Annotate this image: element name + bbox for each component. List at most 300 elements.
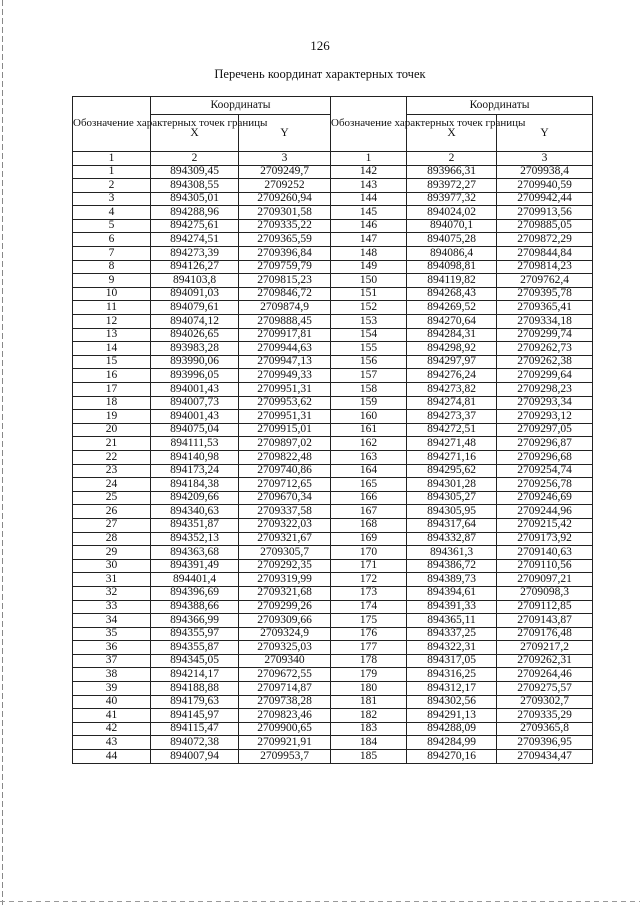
x-coordinate: 894001,43 <box>151 383 239 397</box>
table-row <box>73 736 593 750</box>
x-coordinate: 894352,13 <box>151 532 239 546</box>
point-id: 28 <box>73 532 151 546</box>
x-coordinate: 894332,87 <box>407 532 497 546</box>
point-id: 157 <box>331 369 407 383</box>
column-number: 2 <box>151 152 239 166</box>
y-header-left: Y <box>239 115 331 152</box>
x-coordinate: 894275,61 <box>151 219 239 233</box>
y-coordinate: 2709217,2 <box>497 641 593 655</box>
x-coordinate: 893977,32 <box>407 192 497 206</box>
y-coordinate: 2709846,72 <box>239 287 331 301</box>
point-id: 150 <box>331 274 407 288</box>
x-coordinate: 894074,12 <box>151 315 239 329</box>
x-coordinate: 893966,31 <box>407 165 497 179</box>
table-row <box>73 165 593 179</box>
table-row <box>73 328 593 342</box>
point-id: 142 <box>331 165 407 179</box>
point-id: 3 <box>73 192 151 206</box>
point-id: 185 <box>331 750 407 764</box>
y-coordinate: 2709299,74 <box>497 328 593 342</box>
y-coordinate: 2709949,33 <box>239 369 331 383</box>
point-id: 38 <box>73 668 151 682</box>
point-id: 13 <box>73 328 151 342</box>
coordinates-header-right: Координаты <box>407 97 593 115</box>
y-coordinate: 2709298,23 <box>497 383 593 397</box>
x-coordinate: 894268,43 <box>407 287 497 301</box>
point-id: 174 <box>331 600 407 614</box>
x-coordinate: 894298,92 <box>407 342 497 356</box>
x-coordinate: 894276,24 <box>407 369 497 383</box>
x-coordinate: 894305,01 <box>151 192 239 206</box>
table-row <box>73 450 593 464</box>
y-coordinate: 2709264,46 <box>497 668 593 682</box>
y-coordinate: 2709762,4 <box>497 274 593 288</box>
table-row <box>73 206 593 220</box>
table-row <box>73 464 593 478</box>
x-coordinate: 894363,68 <box>151 546 239 560</box>
point-id: 33 <box>73 600 151 614</box>
designation-header-left: Обозначение характерных точек границы <box>73 97 151 152</box>
point-id: 14 <box>73 342 151 356</box>
y-coordinate: 2709913,56 <box>497 206 593 220</box>
point-id: 31 <box>73 573 151 587</box>
point-id: 19 <box>73 410 151 424</box>
point-id: 22 <box>73 450 151 464</box>
point-id: 9 <box>73 274 151 288</box>
x-coordinate: 893972,27 <box>407 179 497 193</box>
y-coordinate: 2709953,62 <box>239 396 331 410</box>
x-coordinate: 894026,65 <box>151 328 239 342</box>
point-id: 30 <box>73 559 151 573</box>
y-coordinate: 2709917,81 <box>239 328 331 342</box>
point-id: 143 <box>331 179 407 193</box>
x-coordinate: 894184,38 <box>151 478 239 492</box>
y-coordinate: 2709319,99 <box>239 573 331 587</box>
x-coordinate: 894188,88 <box>151 682 239 696</box>
y-coordinate: 2709953,7 <box>239 750 331 764</box>
y-coordinate: 2709176,48 <box>497 627 593 641</box>
y-coordinate: 2709334,18 <box>497 315 593 329</box>
y-coordinate: 2709670,34 <box>239 491 331 505</box>
x-coordinate: 894079,61 <box>151 301 239 315</box>
y-coordinate: 2709215,42 <box>497 518 593 532</box>
x-coordinate: 894214,17 <box>151 668 239 682</box>
point-id: 35 <box>73 627 151 641</box>
x-coordinate: 894391,33 <box>407 600 497 614</box>
table-row <box>73 722 593 736</box>
x-coordinate: 894316,25 <box>407 668 497 682</box>
x-coordinate: 894271,48 <box>407 437 497 451</box>
y-coordinate: 2709256,78 <box>497 478 593 492</box>
page-number: 126 <box>310 38 330 53</box>
point-id: 154 <box>331 328 407 342</box>
point-id: 156 <box>331 355 407 369</box>
x-coordinate: 894386,72 <box>407 559 497 573</box>
y-coordinate: 2709309,66 <box>239 614 331 628</box>
x-coordinate: 894075,28 <box>407 233 497 247</box>
point-id: 42 <box>73 722 151 736</box>
y-coordinate: 2709738,28 <box>239 695 331 709</box>
point-id: 5 <box>73 219 151 233</box>
x-coordinate: 894288,09 <box>407 722 497 736</box>
x-coordinate: 894274,51 <box>151 233 239 247</box>
table-row <box>73 573 593 587</box>
x-coordinate: 894086,4 <box>407 247 497 261</box>
y-coordinate: 2709815,23 <box>239 274 331 288</box>
table-row <box>73 627 593 641</box>
x-coordinate: 894345,05 <box>151 654 239 668</box>
table-row <box>73 614 593 628</box>
y-coordinate: 2709302,7 <box>497 695 593 709</box>
coordinates-table <box>72 96 593 764</box>
y-coordinate: 2709395,78 <box>497 287 593 301</box>
table-row <box>73 423 593 437</box>
x-coordinate: 894007,94 <box>151 750 239 764</box>
y-coordinate: 2709143,87 <box>497 614 593 628</box>
x-coordinate: 894355,97 <box>151 627 239 641</box>
x-coordinate: 894337,25 <box>407 627 497 641</box>
point-id: 173 <box>331 586 407 600</box>
point-id: 8 <box>73 260 151 274</box>
point-id: 148 <box>331 247 407 261</box>
point-id: 165 <box>331 478 407 492</box>
x-coordinate: 894309,45 <box>151 165 239 179</box>
table-row <box>73 750 593 764</box>
point-id: 158 <box>331 383 407 397</box>
y-coordinate: 2709275,57 <box>497 682 593 696</box>
x-coordinate: 894007,73 <box>151 396 239 410</box>
y-coordinate: 2709262,38 <box>497 355 593 369</box>
x-coordinate: 894291,13 <box>407 709 497 723</box>
table-row <box>73 179 593 193</box>
table-row <box>73 478 593 492</box>
point-id: 182 <box>331 709 407 723</box>
x-coordinate: 894322,31 <box>407 641 497 655</box>
table-row <box>73 260 593 274</box>
y-coordinate: 2709915,01 <box>239 423 331 437</box>
table-row <box>73 301 593 315</box>
y-coordinate: 2709365,8 <box>497 722 593 736</box>
table-row <box>73 654 593 668</box>
y-coordinate: 2709293,34 <box>497 396 593 410</box>
table-row <box>73 355 593 369</box>
scan-edge-left <box>2 0 3 905</box>
y-coordinate: 2709714,87 <box>239 682 331 696</box>
point-id: 170 <box>331 546 407 560</box>
x-coordinate: 894394,61 <box>407 586 497 600</box>
table-row <box>73 192 593 206</box>
y-header-right: Y <box>497 115 593 152</box>
point-id: 160 <box>331 410 407 424</box>
x-coordinate: 894317,05 <box>407 654 497 668</box>
y-coordinate: 2709321,67 <box>239 532 331 546</box>
y-coordinate: 2709885,05 <box>497 219 593 233</box>
x-coordinate: 894284,99 <box>407 736 497 750</box>
y-coordinate: 2709822,48 <box>239 450 331 464</box>
point-id: 155 <box>331 342 407 356</box>
x-coordinate: 894308,55 <box>151 179 239 193</box>
y-coordinate: 2709140,63 <box>497 546 593 560</box>
table-row <box>73 559 593 573</box>
y-coordinate: 2709260,94 <box>239 192 331 206</box>
page-title: Перечень координат характерных точек <box>214 67 426 81</box>
y-coordinate: 2709246,69 <box>497 491 593 505</box>
table-row <box>73 287 593 301</box>
y-coordinate: 2709740,86 <box>239 464 331 478</box>
x-coordinate: 894302,56 <box>407 695 497 709</box>
table-row <box>73 532 593 546</box>
y-coordinate: 2709335,22 <box>239 219 331 233</box>
y-coordinate: 2709301,58 <box>239 206 331 220</box>
point-id: 179 <box>331 668 407 682</box>
point-id: 12 <box>73 315 151 329</box>
point-id: 159 <box>331 396 407 410</box>
table-row <box>73 396 593 410</box>
x-coordinate: 894209,66 <box>151 491 239 505</box>
x-coordinate: 894396,69 <box>151 586 239 600</box>
y-coordinate: 2709921,91 <box>239 736 331 750</box>
point-id: 181 <box>331 695 407 709</box>
x-coordinate: 894351,87 <box>151 518 239 532</box>
point-id: 153 <box>331 315 407 329</box>
table-row <box>73 274 593 288</box>
x-coordinate: 894273,82 <box>407 383 497 397</box>
x-coordinate: 894273,39 <box>151 247 239 261</box>
x-coordinate: 894273,37 <box>407 410 497 424</box>
point-id: 175 <box>331 614 407 628</box>
x-coordinate: 894401,4 <box>151 573 239 587</box>
point-id: 16 <box>73 369 151 383</box>
x-coordinate: 894072,38 <box>151 736 239 750</box>
point-id: 25 <box>73 491 151 505</box>
point-id: 21 <box>73 437 151 451</box>
column-number: 3 <box>497 152 593 166</box>
x-coordinate: 894274,81 <box>407 396 497 410</box>
y-coordinate: 2709942,44 <box>497 192 593 206</box>
y-coordinate: 2709396,84 <box>239 247 331 261</box>
y-coordinate: 2709938,4 <box>497 165 593 179</box>
point-id: 178 <box>331 654 407 668</box>
table-row <box>73 233 593 247</box>
point-id: 167 <box>331 505 407 519</box>
y-coordinate: 2709244,96 <box>497 505 593 519</box>
x-coordinate: 894389,73 <box>407 573 497 587</box>
x-coordinate: 894098,81 <box>407 260 497 274</box>
y-coordinate: 2709112,85 <box>497 600 593 614</box>
y-coordinate: 2709434,47 <box>497 750 593 764</box>
x-coordinate: 894075,04 <box>151 423 239 437</box>
column-number: 1 <box>73 152 151 166</box>
x-coordinate: 894391,49 <box>151 559 239 573</box>
x-coordinate: 894103,8 <box>151 274 239 288</box>
x-coordinate: 894297,97 <box>407 355 497 369</box>
point-id: 2 <box>73 179 151 193</box>
y-coordinate: 2709325,03 <box>239 641 331 655</box>
x-coordinate: 894091,03 <box>151 287 239 301</box>
x-coordinate: 894179,63 <box>151 695 239 709</box>
x-coordinate: 894366,99 <box>151 614 239 628</box>
table-row <box>73 518 593 532</box>
x-coordinate: 894388,66 <box>151 600 239 614</box>
point-id: 144 <box>331 192 407 206</box>
y-coordinate: 2709951,31 <box>239 383 331 397</box>
point-id: 23 <box>73 464 151 478</box>
point-id: 26 <box>73 505 151 519</box>
y-coordinate: 2709322,03 <box>239 518 331 532</box>
point-id: 166 <box>331 491 407 505</box>
y-coordinate: 2709672,55 <box>239 668 331 682</box>
point-id: 180 <box>331 682 407 696</box>
x-coordinate: 894111,53 <box>151 437 239 451</box>
point-id: 183 <box>331 722 407 736</box>
table-row <box>73 505 593 519</box>
point-id: 164 <box>331 464 407 478</box>
x-coordinate: 894305,95 <box>407 505 497 519</box>
y-coordinate: 2709254,74 <box>497 464 593 478</box>
x-coordinate: 894272,51 <box>407 423 497 437</box>
y-coordinate: 2709296,68 <box>497 450 593 464</box>
point-id: 15 <box>73 355 151 369</box>
point-id: 36 <box>73 641 151 655</box>
point-id: 29 <box>73 546 151 560</box>
table-row <box>73 437 593 451</box>
x-coordinate: 894361,3 <box>407 546 497 560</box>
point-id: 4 <box>73 206 151 220</box>
table-row <box>73 315 593 329</box>
x-coordinate: 894140,98 <box>151 450 239 464</box>
point-id: 172 <box>331 573 407 587</box>
table-row <box>73 641 593 655</box>
table-row <box>73 369 593 383</box>
x-coordinate: 894284,31 <box>407 328 497 342</box>
y-coordinate: 2709262,73 <box>497 342 593 356</box>
y-coordinate: 2709872,29 <box>497 233 593 247</box>
column-number: 2 <box>407 152 497 166</box>
x-coordinate: 894270,64 <box>407 315 497 329</box>
x-coordinate: 894001,43 <box>151 410 239 424</box>
table-row <box>73 247 593 261</box>
x-coordinate: 894295,62 <box>407 464 497 478</box>
point-id: 43 <box>73 736 151 750</box>
table-row <box>73 491 593 505</box>
table-row <box>73 600 593 614</box>
point-id: 176 <box>331 627 407 641</box>
x-coordinate: 893996,05 <box>151 369 239 383</box>
table-body <box>73 165 593 763</box>
y-coordinate: 2709324,9 <box>239 627 331 641</box>
y-coordinate: 2709823,46 <box>239 709 331 723</box>
point-id: 40 <box>73 695 151 709</box>
y-coordinate: 2709874,9 <box>239 301 331 315</box>
y-coordinate: 2709900,65 <box>239 722 331 736</box>
table-row <box>73 709 593 723</box>
point-id: 149 <box>331 260 407 274</box>
x-coordinate: 894365,11 <box>407 614 497 628</box>
y-coordinate: 2709897,02 <box>239 437 331 451</box>
point-id: 44 <box>73 750 151 764</box>
point-id: 18 <box>73 396 151 410</box>
y-coordinate: 2709299,64 <box>497 369 593 383</box>
y-coordinate: 2709337,58 <box>239 505 331 519</box>
x-coordinate: 894301,28 <box>407 478 497 492</box>
point-id: 169 <box>331 532 407 546</box>
point-id: 147 <box>331 233 407 247</box>
x-coordinate: 894288,96 <box>151 206 239 220</box>
x-coordinate: 894270,16 <box>407 750 497 764</box>
y-coordinate: 2709944,63 <box>239 342 331 356</box>
x-coordinate: 894271,16 <box>407 450 497 464</box>
y-coordinate: 2709249,7 <box>239 165 331 179</box>
y-coordinate: 2709299,26 <box>239 600 331 614</box>
y-coordinate: 2709814,23 <box>497 260 593 274</box>
table-row <box>73 695 593 709</box>
point-id: 27 <box>73 518 151 532</box>
point-id: 10 <box>73 287 151 301</box>
point-id: 37 <box>73 654 151 668</box>
y-coordinate: 2709951,31 <box>239 410 331 424</box>
point-id: 39 <box>73 682 151 696</box>
x-coordinate: 894126,27 <box>151 260 239 274</box>
table-row <box>73 383 593 397</box>
y-coordinate: 2709844,84 <box>497 247 593 261</box>
point-id: 162 <box>331 437 407 451</box>
y-coordinate: 2709098,3 <box>497 586 593 600</box>
point-id: 184 <box>331 736 407 750</box>
y-coordinate: 2709340 <box>239 654 331 668</box>
table-row <box>73 668 593 682</box>
x-header-left: X <box>151 115 239 152</box>
point-id: 163 <box>331 450 407 464</box>
point-id: 171 <box>331 559 407 573</box>
point-id: 41 <box>73 709 151 723</box>
x-coordinate: 894312,17 <box>407 682 497 696</box>
y-coordinate: 2709173,92 <box>497 532 593 546</box>
table-row <box>73 410 593 424</box>
point-id: 145 <box>331 206 407 220</box>
table-row <box>73 682 593 696</box>
y-coordinate: 2709365,59 <box>239 233 331 247</box>
point-id: 168 <box>331 518 407 532</box>
x-coordinate: 893983,28 <box>151 342 239 356</box>
point-id: 152 <box>331 301 407 315</box>
column-number: 1 <box>331 152 407 166</box>
x-coordinate: 894145,97 <box>151 709 239 723</box>
y-coordinate: 2709396,95 <box>497 736 593 750</box>
x-coordinate: 894317,64 <box>407 518 497 532</box>
y-coordinate: 2709252 <box>239 179 331 193</box>
x-coordinate: 894340,63 <box>151 505 239 519</box>
y-coordinate: 2709110,56 <box>497 559 593 573</box>
y-coordinate: 2709940,59 <box>497 179 593 193</box>
y-coordinate: 2709297,05 <box>497 423 593 437</box>
point-id: 34 <box>73 614 151 628</box>
x-coordinate: 894024,02 <box>407 206 497 220</box>
y-coordinate: 2709293,12 <box>497 410 593 424</box>
y-coordinate: 2709947,13 <box>239 355 331 369</box>
point-id: 32 <box>73 586 151 600</box>
point-id: 24 <box>73 478 151 492</box>
point-id: 6 <box>73 233 151 247</box>
y-coordinate: 2709321,68 <box>239 586 331 600</box>
y-coordinate: 2709097,21 <box>497 573 593 587</box>
point-id: 20 <box>73 423 151 437</box>
y-coordinate: 2709335,29 <box>497 709 593 723</box>
x-coordinate: 894269,52 <box>407 301 497 315</box>
table-row <box>73 546 593 560</box>
scan-edge-bottom <box>0 901 640 902</box>
y-coordinate: 2709305,7 <box>239 546 331 560</box>
point-id: 151 <box>331 287 407 301</box>
